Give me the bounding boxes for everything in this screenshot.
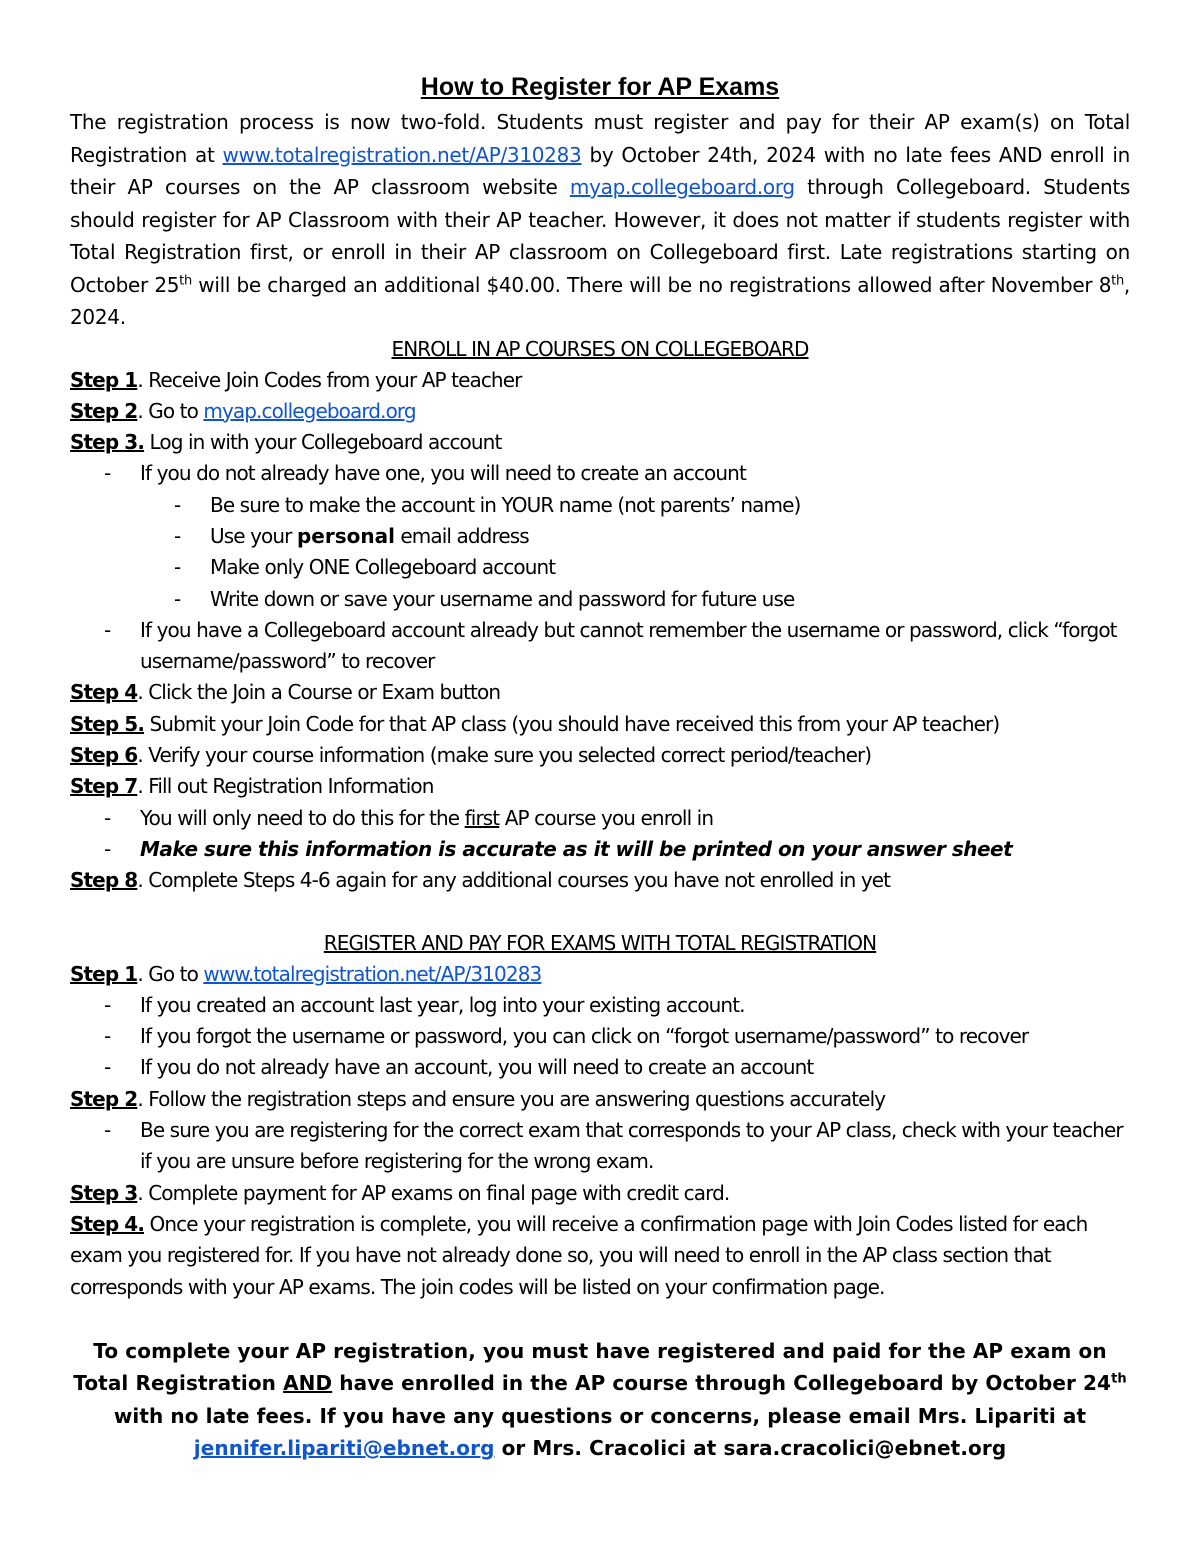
dash-marker: - <box>174 492 181 517</box>
list-item <box>70 458 1130 489</box>
list-item-text: Be sure you are registering for the correct exam that corresponds to your AP class, check with your teacher if you are unsure before registering for the wrong exam. <box>140 1118 1123 1174</box>
dash-marker: - <box>104 1055 111 1080</box>
list-item <box>70 1021 1130 1052</box>
dash-marker: - <box>104 805 111 830</box>
email-link[interactable]: jennifer.lipariti@ebnet.org <box>193 1436 495 1461</box>
list-item-text: email address <box>394 523 529 548</box>
step-text: . Go to <box>137 961 204 986</box>
step-label: Step 3. <box>70 430 145 455</box>
list-item <box>70 584 1130 615</box>
step-label: Step 1 <box>70 367 138 392</box>
enroll-step-7 <box>70 771 1130 802</box>
step-label: Step 8 <box>70 868 138 893</box>
list-item-text: You will only need to do this for the <box>140 805 465 830</box>
list-item-text: If you created an account last year, log into your existing account. <box>140 992 745 1017</box>
step-label: Step 1 <box>70 961 138 986</box>
section-spacer <box>70 897 1130 928</box>
list-item-text: If you have a Collegeboard account already but cannot remember the username or password, click “forgot username/password” to recover <box>140 617 1117 674</box>
step-label: Step 4 <box>70 680 138 705</box>
step-label: Step 5. <box>70 711 145 736</box>
register-step-3 <box>70 1178 1130 1209</box>
enroll-section-heading: ENROLL IN AP COURSES ON COLLEGEBOARD <box>391 336 809 361</box>
closing-text: have enrolled in the AP course through Collegeboard by October 24 <box>332 1371 1112 1396</box>
dash-marker: - <box>104 1118 111 1143</box>
emphasis-text: first <box>464 805 500 830</box>
list-item-text: If you do not already have an account, you will need to create an account <box>140 1055 814 1080</box>
enroll-step-2 <box>70 396 1130 427</box>
intro-text: through Collegeboard. Students should register for AP Classroom with their AP teacher. However, it does not matter if students register with Total Registration first, or enroll in their AP classroom on Collegeboard first. Late registrations starting on October 25 <box>70 175 1130 297</box>
list-item <box>70 803 1130 834</box>
total-registration-link[interactable]: www.totalregistration.net/AP/310283 <box>222 142 582 167</box>
list-item <box>70 834 1130 865</box>
list-item <box>70 521 1130 552</box>
step-text: . Fill out Registration Information <box>137 774 434 799</box>
intro-text: The registration process is now two-fold. Students must register and pay for their AP exam(s) on Total Registration at <box>70 110 1130 167</box>
enroll-step-4 <box>70 677 1130 708</box>
enroll-step-1 <box>70 365 1130 396</box>
intro-text: by October 24th, 2024 with no late fees AND enroll in their AP courses on the AP classroom website <box>70 142 1130 199</box>
dash-marker: - <box>104 992 111 1017</box>
dash-marker: - <box>104 836 111 861</box>
list-item-text: Use your <box>210 523 297 548</box>
step-label: Step 6 <box>70 743 138 768</box>
collegeboard-link[interactable]: myap.collegeboard.org <box>569 175 795 199</box>
step-text: . Complete Steps 4-6 again for any additional courses you have not enrolled in yet <box>137 868 891 893</box>
emphasis-text: AND <box>283 1371 333 1396</box>
register-step-2 <box>70 1084 1130 1115</box>
superscript: th <box>1111 272 1124 288</box>
register-step-4 <box>70 1209 1130 1303</box>
dash-marker: - <box>104 1024 111 1049</box>
list-item-text: If you do not already have one, you will need to create an account <box>140 461 746 486</box>
step-label: Step 2 <box>70 398 138 423</box>
enroll-step-8 <box>70 865 1130 896</box>
superscript: th <box>1111 1371 1127 1387</box>
list-item-text: Write down or save your username and password for future use <box>210 586 795 611</box>
total-registration-link[interactable]: www.totalregistration.net/AP/310283 <box>203 961 542 986</box>
warning-text: Make sure this information is accurate as it will be printed on your answer sheet <box>140 836 1013 861</box>
step-text: Once your registration is complete, you will receive a confirmation page with Join Codes listed for each exam you registered for. If you have not already done so, you will need to enroll in the AP class section that corresponds with your AP exams. The join codes will be listed on your confirmation page. <box>70 1211 1088 1299</box>
step-text: . Verify your course information (make sure you selected correct period/teacher) <box>137 743 872 768</box>
step-text: . Complete payment for AP exams on final page with credit card. <box>137 1180 730 1205</box>
list-item-text: Make only ONE Collegeboard account <box>210 555 556 580</box>
step-label: Step 4. <box>70 1211 145 1236</box>
list-item-text: AP course you enroll in <box>499 805 714 830</box>
dash-marker: - <box>174 555 181 580</box>
step-text: . Receive Join Codes from your AP teacher <box>137 367 522 392</box>
superscript: th <box>179 272 192 288</box>
step-text: . Click the Join a Course or Exam button <box>137 680 501 705</box>
intro-text: , 2024. <box>70 272 1130 329</box>
step-label: Step 7 <box>70 774 138 799</box>
step-label: Step 2 <box>70 1086 138 1111</box>
list-item <box>70 615 1130 678</box>
intro-text: will be charged an additional $40.00. There will be no registrations allowed after November 8 <box>191 272 1112 297</box>
register-section-heading: REGISTER AND PAY FOR EXAMS WITH TOTAL REGISTRATION <box>323 930 877 955</box>
step-text: . Go to <box>137 398 204 423</box>
list-item <box>70 1115 1130 1178</box>
document-page <box>70 70 1130 1465</box>
list-item-text: If you forgot the username or password, you can click on “forgot username/password” to recover <box>140 1024 1029 1049</box>
enroll-step-3 <box>70 427 1130 458</box>
closing-text: To complete your AP registration, you must have registered and paid for the AP exam on Total Registration <box>73 1338 1107 1396</box>
list-item <box>70 552 1130 583</box>
enroll-step-6 <box>70 740 1130 771</box>
enroll-step-5 <box>70 709 1130 740</box>
step-text: . Follow the registration steps and ensure you are answering questions accurately <box>137 1086 886 1111</box>
step-text: Log in with your Collegeboard account <box>144 430 502 455</box>
list-item <box>70 1052 1130 1083</box>
dash-marker: - <box>174 523 181 548</box>
step-text: Submit your Join Code for that AP class (you should have received this from your AP teacher) <box>144 711 1000 736</box>
register-step-1 <box>70 959 1130 990</box>
step-label: Step 3 <box>70 1180 138 1205</box>
intro-paragraph <box>70 106 1130 334</box>
dash-marker: - <box>174 586 181 611</box>
dash-marker: - <box>104 461 111 486</box>
list-item-text: Be sure to make the account in YOUR name (not parents’ name) <box>210 492 801 517</box>
closing-text: with no late fees. If you have any questions or concerns, please email Mrs. Lipariti at <box>113 1403 1087 1428</box>
list-item <box>70 990 1130 1021</box>
emphasis-text: personal <box>296 523 395 548</box>
closing-paragraph <box>70 1335 1130 1465</box>
closing-text: or Mrs. Cracolici at sara.cracolici@ebnet.org <box>494 1436 1007 1461</box>
collegeboard-link[interactable]: myap.collegeboard.org <box>203 398 416 423</box>
list-item <box>70 490 1130 521</box>
dash-marker: - <box>104 617 111 642</box>
page-title: How to Register for AP Exams <box>420 73 780 101</box>
